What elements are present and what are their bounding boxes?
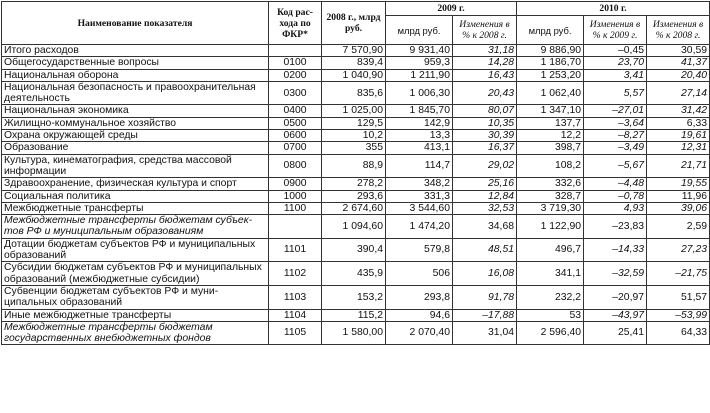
cell-change-2010-vs-2008: 41,37 [647, 57, 710, 69]
cell-code: 1102 [269, 262, 322, 286]
cell-change-2010-vs-2008: 2,59 [647, 215, 710, 239]
table-row [2, 238, 710, 262]
table-row [2, 45, 710, 57]
cell-code: 1105 [269, 321, 322, 345]
cell-change-2010-vs-2008: 11,96 [647, 190, 710, 202]
cell-change-2010-vs-2009: 3,41 [584, 69, 647, 81]
table-row [2, 69, 710, 81]
cell-code: 1104 [269, 309, 322, 321]
table-row [2, 57, 710, 69]
cell-code: 1101 [269, 238, 322, 262]
cell-value-2009: 348,2 [386, 178, 453, 190]
cell-indicator-name: Межбюджетные трансферты бюджетам субъектов РФ и муниципальным образованиям [2, 215, 269, 239]
cell-code: 0400 [269, 105, 322, 117]
cell-value-2009: 1 006,30 [386, 81, 453, 105]
cell-value-2008: 153,2 [322, 285, 386, 309]
cell-value-2008: 390,4 [322, 238, 386, 262]
cell-change-2010-vs-2008: –21,75 [647, 262, 710, 286]
cell-value-2010: 12,2 [517, 130, 584, 142]
cell-code [269, 215, 322, 239]
cell-change-2010-vs-2009: –23,83 [584, 215, 647, 239]
table-row [2, 142, 710, 154]
cell-change-2009-vs-2008: 20,43 [453, 81, 517, 105]
cell-change-2009-vs-2008: 16,43 [453, 69, 517, 81]
cell-value-2008: 1 025,00 [322, 105, 386, 117]
table-row [2, 130, 710, 142]
cell-value-2009: 959,3 [386, 57, 453, 69]
cell-change-2009-vs-2008: 12,84 [453, 190, 517, 202]
cell-value-2009: 579,8 [386, 238, 453, 262]
cell-value-2008: 129,5 [322, 117, 386, 129]
cell-indicator-name: Межбюджетные трансферты бюджетам государственных внебюджетных фондов [2, 321, 269, 345]
cell-value-2010: 398,7 [517, 142, 584, 154]
cell-value-2009: 2 070,40 [386, 321, 453, 345]
cell-code: 0600 [269, 130, 322, 142]
cell-change-2010-vs-2009: 23,70 [584, 57, 647, 69]
cell-value-2008: 10,2 [322, 130, 386, 142]
cell-value-2010: 1 062,40 [517, 81, 584, 105]
cell-change-2009-vs-2008: 80,07 [453, 105, 517, 117]
cell-indicator-name: Национальная оборона [2, 69, 269, 81]
cell-value-2008: 1 580,00 [322, 321, 386, 345]
cell-change-2010-vs-2008: 20,40 [647, 69, 710, 81]
cell-value-2010: 341,1 [517, 262, 584, 286]
header-2010-change-vs-2008: Изменения в % к 2008 г. [647, 16, 710, 45]
cell-code: 0700 [269, 142, 322, 154]
cell-value-2008: 278,2 [322, 178, 386, 190]
cell-value-2008: 293,6 [322, 190, 386, 202]
cell-code: 0200 [269, 69, 322, 81]
cell-change-2010-vs-2009: 25,41 [584, 321, 647, 345]
cell-indicator-name: Итого расходов [2, 45, 269, 57]
table-row [2, 321, 710, 345]
cell-code: 0800 [269, 154, 322, 178]
table-row [2, 285, 710, 309]
cell-value-2009: 1 211,90 [386, 69, 453, 81]
cell-value-2009: 506 [386, 262, 453, 286]
cell-change-2010-vs-2008: 27,23 [647, 238, 710, 262]
cell-value-2010: 332,6 [517, 178, 584, 190]
cell-value-2009: 9 931,40 [386, 45, 453, 57]
cell-change-2010-vs-2009: –3,64 [584, 117, 647, 129]
cell-value-2008: 2 674,60 [322, 202, 386, 214]
cell-change-2009-vs-2008: 25,16 [453, 178, 517, 190]
cell-change-2010-vs-2008: 39,06 [647, 202, 710, 214]
cell-value-2009: 142,9 [386, 117, 453, 129]
cell-value-2009: 1 474,20 [386, 215, 453, 239]
cell-change-2010-vs-2008: 64,33 [647, 321, 710, 345]
cell-code: 1103 [269, 285, 322, 309]
cell-change-2009-vs-2008: 14,28 [453, 57, 517, 69]
cell-indicator-name: Дотации бюджетам субъектов РФ и муниципальных образований [2, 238, 269, 262]
header-code: Код расхода по ФКР* [269, 2, 322, 45]
cell-value-2010: 1 347,10 [517, 105, 584, 117]
table-row [2, 178, 710, 190]
table-header [2, 2, 710, 45]
cell-change-2010-vs-2009: –32,59 [584, 262, 647, 286]
cell-value-2008: 7 570,90 [322, 45, 386, 57]
header-2009-change-vs-2008: Изменения в % к 2008 г. [453, 16, 517, 45]
cell-indicator-name: Межбюджетные трансферты [2, 202, 269, 214]
cell-indicator-name: Субсидии бюджетам субъектов РФ и муниципальных образований (межбюджетные субсидии) [2, 262, 269, 286]
cell-change-2010-vs-2008: –53,99 [647, 309, 710, 321]
cell-code: 0900 [269, 178, 322, 190]
cell-change-2010-vs-2009: –0,45 [584, 45, 647, 57]
cell-change-2009-vs-2008: 31,04 [453, 321, 517, 345]
cell-code: 1100 [269, 202, 322, 214]
cell-indicator-name: Общегосударственные вопросы [2, 57, 269, 69]
cell-indicator-name: Социальная политика [2, 190, 269, 202]
cell-indicator-name: Образование [2, 142, 269, 154]
cell-indicator-name: Жилищно-коммунальное хозяйство [2, 117, 269, 129]
header-2009: 2009 г. [386, 2, 517, 16]
table-row [2, 202, 710, 214]
table-row [2, 190, 710, 202]
header-2008: 2008 г., млрд руб. [322, 2, 386, 45]
table-row [2, 105, 710, 117]
cell-code: 1000 [269, 190, 322, 202]
cell-value-2008: 355 [322, 142, 386, 154]
table-row [2, 309, 710, 321]
cell-value-2008: 88,9 [322, 154, 386, 178]
cell-change-2009-vs-2008: 34,68 [453, 215, 517, 239]
cell-indicator-name: Национальная экономика [2, 105, 269, 117]
cell-value-2009: 3 544,60 [386, 202, 453, 214]
table-body [2, 45, 710, 345]
cell-indicator-name: Субвенции бюджетам субъектов РФ и муниципальных образований [2, 285, 269, 309]
cell-change-2010-vs-2009: –20,97 [584, 285, 647, 309]
header-2010-bln: млрд руб. [517, 16, 584, 45]
cell-change-2009-vs-2008: –17,88 [453, 309, 517, 321]
cell-value-2009: 293,8 [386, 285, 453, 309]
cell-change-2009-vs-2008: 10,35 [453, 117, 517, 129]
cell-value-2010: 108,2 [517, 154, 584, 178]
cell-code [269, 45, 322, 57]
cell-value-2010: 1 186,70 [517, 57, 584, 69]
header-2009-bln: млрд руб. [386, 16, 453, 45]
cell-change-2010-vs-2009: 5,57 [584, 81, 647, 105]
cell-indicator-name: Здравоохранение, физическая культура и спорт [2, 178, 269, 190]
cell-change-2010-vs-2008: 19,55 [647, 178, 710, 190]
cell-change-2010-vs-2009: –43,97 [584, 309, 647, 321]
cell-value-2010: 2 596,40 [517, 321, 584, 345]
cell-change-2009-vs-2008: 31,18 [453, 45, 517, 57]
cell-change-2009-vs-2008: 32,53 [453, 202, 517, 214]
cell-value-2008: 115,2 [322, 309, 386, 321]
cell-value-2010: 137,7 [517, 117, 584, 129]
header-2010: 2010 г. [517, 2, 710, 16]
table-row [2, 262, 710, 286]
cell-value-2008: 1 094,60 [322, 215, 386, 239]
cell-code: 0300 [269, 81, 322, 105]
cell-value-2009: 13,3 [386, 130, 453, 142]
cell-value-2010: 53 [517, 309, 584, 321]
table-row [2, 117, 710, 129]
cell-change-2009-vs-2008: 29,02 [453, 154, 517, 178]
cell-value-2009: 114,7 [386, 154, 453, 178]
cell-change-2009-vs-2008: 48,51 [453, 238, 517, 262]
cell-value-2009: 1 845,70 [386, 105, 453, 117]
cell-value-2010: 496,7 [517, 238, 584, 262]
cell-change-2010-vs-2008: 51,57 [647, 285, 710, 309]
cell-change-2010-vs-2008: 27,14 [647, 81, 710, 105]
cell-value-2008: 835,6 [322, 81, 386, 105]
cell-code: 0500 [269, 117, 322, 129]
cell-change-2010-vs-2009: –5,67 [584, 154, 647, 178]
table-row [2, 215, 710, 239]
cell-change-2010-vs-2008: 30,59 [647, 45, 710, 57]
cell-value-2010: 232,2 [517, 285, 584, 309]
cell-value-2008: 435,9 [322, 262, 386, 286]
header-2010-change-vs-2009: Изменения в % к 2009 г. [584, 16, 647, 45]
cell-change-2009-vs-2008: 16,08 [453, 262, 517, 286]
cell-change-2009-vs-2008: 16,37 [453, 142, 517, 154]
cell-value-2010: 328,7 [517, 190, 584, 202]
cell-change-2010-vs-2009: –3,49 [584, 142, 647, 154]
cell-change-2010-vs-2009: –27,01 [584, 105, 647, 117]
cell-indicator-name: Иные межбюджетные трансферты [2, 309, 269, 321]
cell-indicator-name: Национальная безопасность и правоохранительная деятельность [2, 81, 269, 105]
header-indicator-name: Наименование показателя [2, 2, 269, 45]
cell-value-2010: 9 886,90 [517, 45, 584, 57]
cell-value-2009: 94,6 [386, 309, 453, 321]
cell-change-2010-vs-2008: 6,33 [647, 117, 710, 129]
cell-value-2010: 1 253,20 [517, 69, 584, 81]
cell-code: 0100 [269, 57, 322, 69]
cell-change-2010-vs-2009: –8,27 [584, 130, 647, 142]
cell-value-2009: 413,1 [386, 142, 453, 154]
cell-change-2010-vs-2008: 12,31 [647, 142, 710, 154]
cell-indicator-name: Культура, кинематография, средства массовой информации [2, 154, 269, 178]
cell-change-2009-vs-2008: 91,78 [453, 285, 517, 309]
cell-change-2010-vs-2009: –0,78 [584, 190, 647, 202]
expenditure-table [1, 1, 710, 345]
cell-change-2010-vs-2009: –14,33 [584, 238, 647, 262]
cell-change-2009-vs-2008: 30,39 [453, 130, 517, 142]
cell-value-2010: 1 122,90 [517, 215, 584, 239]
cell-change-2010-vs-2008: 31,42 [647, 105, 710, 117]
cell-value-2010: 3 719,30 [517, 202, 584, 214]
table-row [2, 154, 710, 178]
cell-change-2010-vs-2009: –4,48 [584, 178, 647, 190]
cell-indicator-name: Охрана окружающей среды [2, 130, 269, 142]
cell-value-2009: 331,3 [386, 190, 453, 202]
cell-change-2010-vs-2008: 19,61 [647, 130, 710, 142]
cell-change-2010-vs-2008: 21,71 [647, 154, 710, 178]
table-row [2, 81, 710, 105]
cell-value-2008: 839,4 [322, 57, 386, 69]
cell-value-2008: 1 040,90 [322, 69, 386, 81]
cell-change-2010-vs-2009: 4,93 [584, 202, 647, 214]
